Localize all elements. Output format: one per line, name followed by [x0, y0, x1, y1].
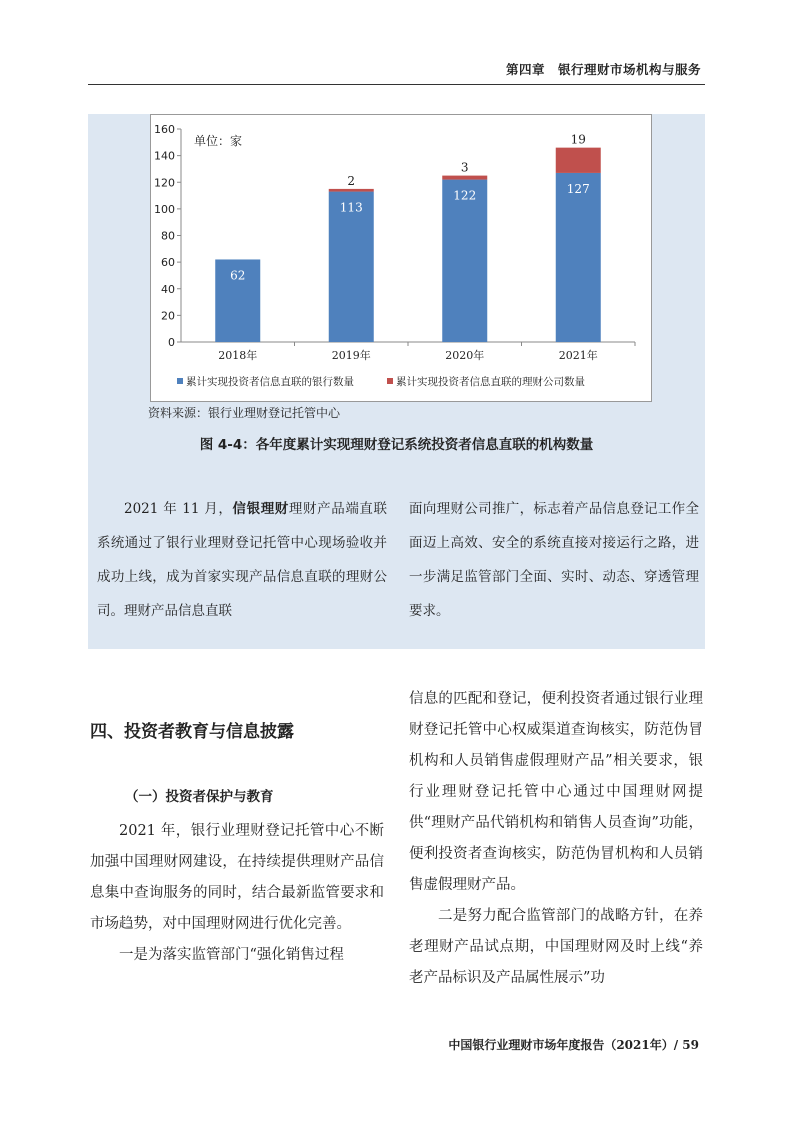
figure-source: 资料来源：银行业理财登记托管中心 — [148, 406, 341, 420]
data-label-bank: 62 — [230, 268, 246, 283]
y-tick-label: 80 — [161, 229, 175, 243]
legend-label: 累计实现投资者信息直联的银行数量 — [186, 376, 354, 388]
body-right-paragraph-2: 二是努力配合监管部门的战略方针，在养老理财产品试点期，中国理财网及时上线“养老产品标识及产品属性展示”功 — [409, 908, 703, 986]
body-right-paragraph-1: 信息的匹配和登记，便利投资者通过银行业理财登记托管中心权威渠道查询核实，防范伪冒机构和人员销售虚假理财产品”相关要求，银行业理财登记托管中心通过中国理财网提供“理财产品代销机构和销售人员查询”功能，便利投资者查询核实，防范伪冒机构和人员销售虚假理财产品。 — [409, 691, 703, 893]
body-left-paragraph-2: 一是为落实监管部门“强化销售过程 — [119, 947, 344, 963]
bar-chart — [151, 115, 651, 401]
unit-label: 单位：家 — [194, 134, 243, 148]
data-label-wealth-company: 2 — [347, 173, 356, 188]
data-label-bank: 122 — [453, 188, 477, 203]
legend-swatch — [177, 378, 183, 384]
box-year-text: 2021 年 11 月， — [124, 501, 233, 517]
y-tick-label: 140 — [154, 149, 175, 163]
data-label-bank: 113 — [339, 200, 363, 215]
section-title: 四、投资者教育与信息披露 — [90, 722, 294, 742]
box-left-column — [97, 492, 387, 628]
x-tick-label: 2019年 — [331, 349, 371, 362]
y-tick-label: 160 — [154, 123, 175, 136]
box-left-rest: 理财产品端直联系统通过了银行业理财登记托管中心现场验收并成功上线，成为首家实现产品信息直联的理财公司。理财产品信息直联 — [97, 501, 388, 619]
x-tick-label: 2020年 — [445, 349, 485, 362]
body-left-paragraph-1: 2021 年，银行业理财登记托管中心不断加强中国理财网建设，在持续提供理财产品信息集中查询服务的同时，结合最新监管要求和市场趋势，对中国理财网进行优化完善。 — [90, 823, 384, 932]
y-tick-label: 100 — [154, 202, 175, 216]
page-footer: 中国银行业理财市场年度报告（2021年）/ 59 — [448, 1038, 699, 1052]
legend-swatch — [387, 378, 393, 384]
data-label-bank: 127 — [566, 181, 590, 196]
body-right-column — [409, 684, 703, 994]
data-label-wealth-company: 19 — [570, 132, 586, 147]
subsection-title: （一）投资者保护与教育 — [125, 789, 274, 805]
box-bold-company: 信银理财 — [232, 501, 289, 517]
box-paragraph-left — [97, 492, 387, 628]
header-rule — [88, 84, 705, 85]
y-tick-label: 40 — [161, 282, 175, 296]
legend-label: 累计实现投资者信息直联的理财公司数量 — [396, 376, 585, 388]
x-tick-label: 2021年 — [558, 349, 598, 362]
bar-bank — [556, 173, 601, 342]
figure-caption: 图 4-4：各年度累计实现理财登记系统投资者信息直联的机构数量 — [199, 437, 594, 453]
running-header: 第四章 银行理财市场机构与服务 — [505, 62, 701, 77]
bar-bank — [442, 180, 487, 342]
bar-wealth-company — [556, 148, 601, 173]
bar-wealth-company — [329, 189, 374, 192]
body-left-column — [90, 816, 384, 971]
y-tick-label: 0 — [168, 336, 175, 349]
data-label-wealth-company: 3 — [460, 160, 469, 175]
figure-box — [88, 114, 705, 649]
x-tick-label: 2018年 — [218, 349, 258, 362]
y-tick-label: 60 — [161, 256, 175, 270]
chart-frame — [150, 114, 652, 402]
box-paragraph-right: 面向理财公司推广，标志着产品信息登记工作全面迈上高效、安全的系统直接对接运行之路，进一步满足监管部门全面、实时、动态、穿透管理要求。 — [409, 501, 699, 619]
box-right-column — [409, 492, 699, 628]
y-tick-label: 120 — [154, 176, 175, 190]
y-tick-label: 20 — [161, 309, 175, 323]
bar-wealth-company — [442, 176, 487, 180]
